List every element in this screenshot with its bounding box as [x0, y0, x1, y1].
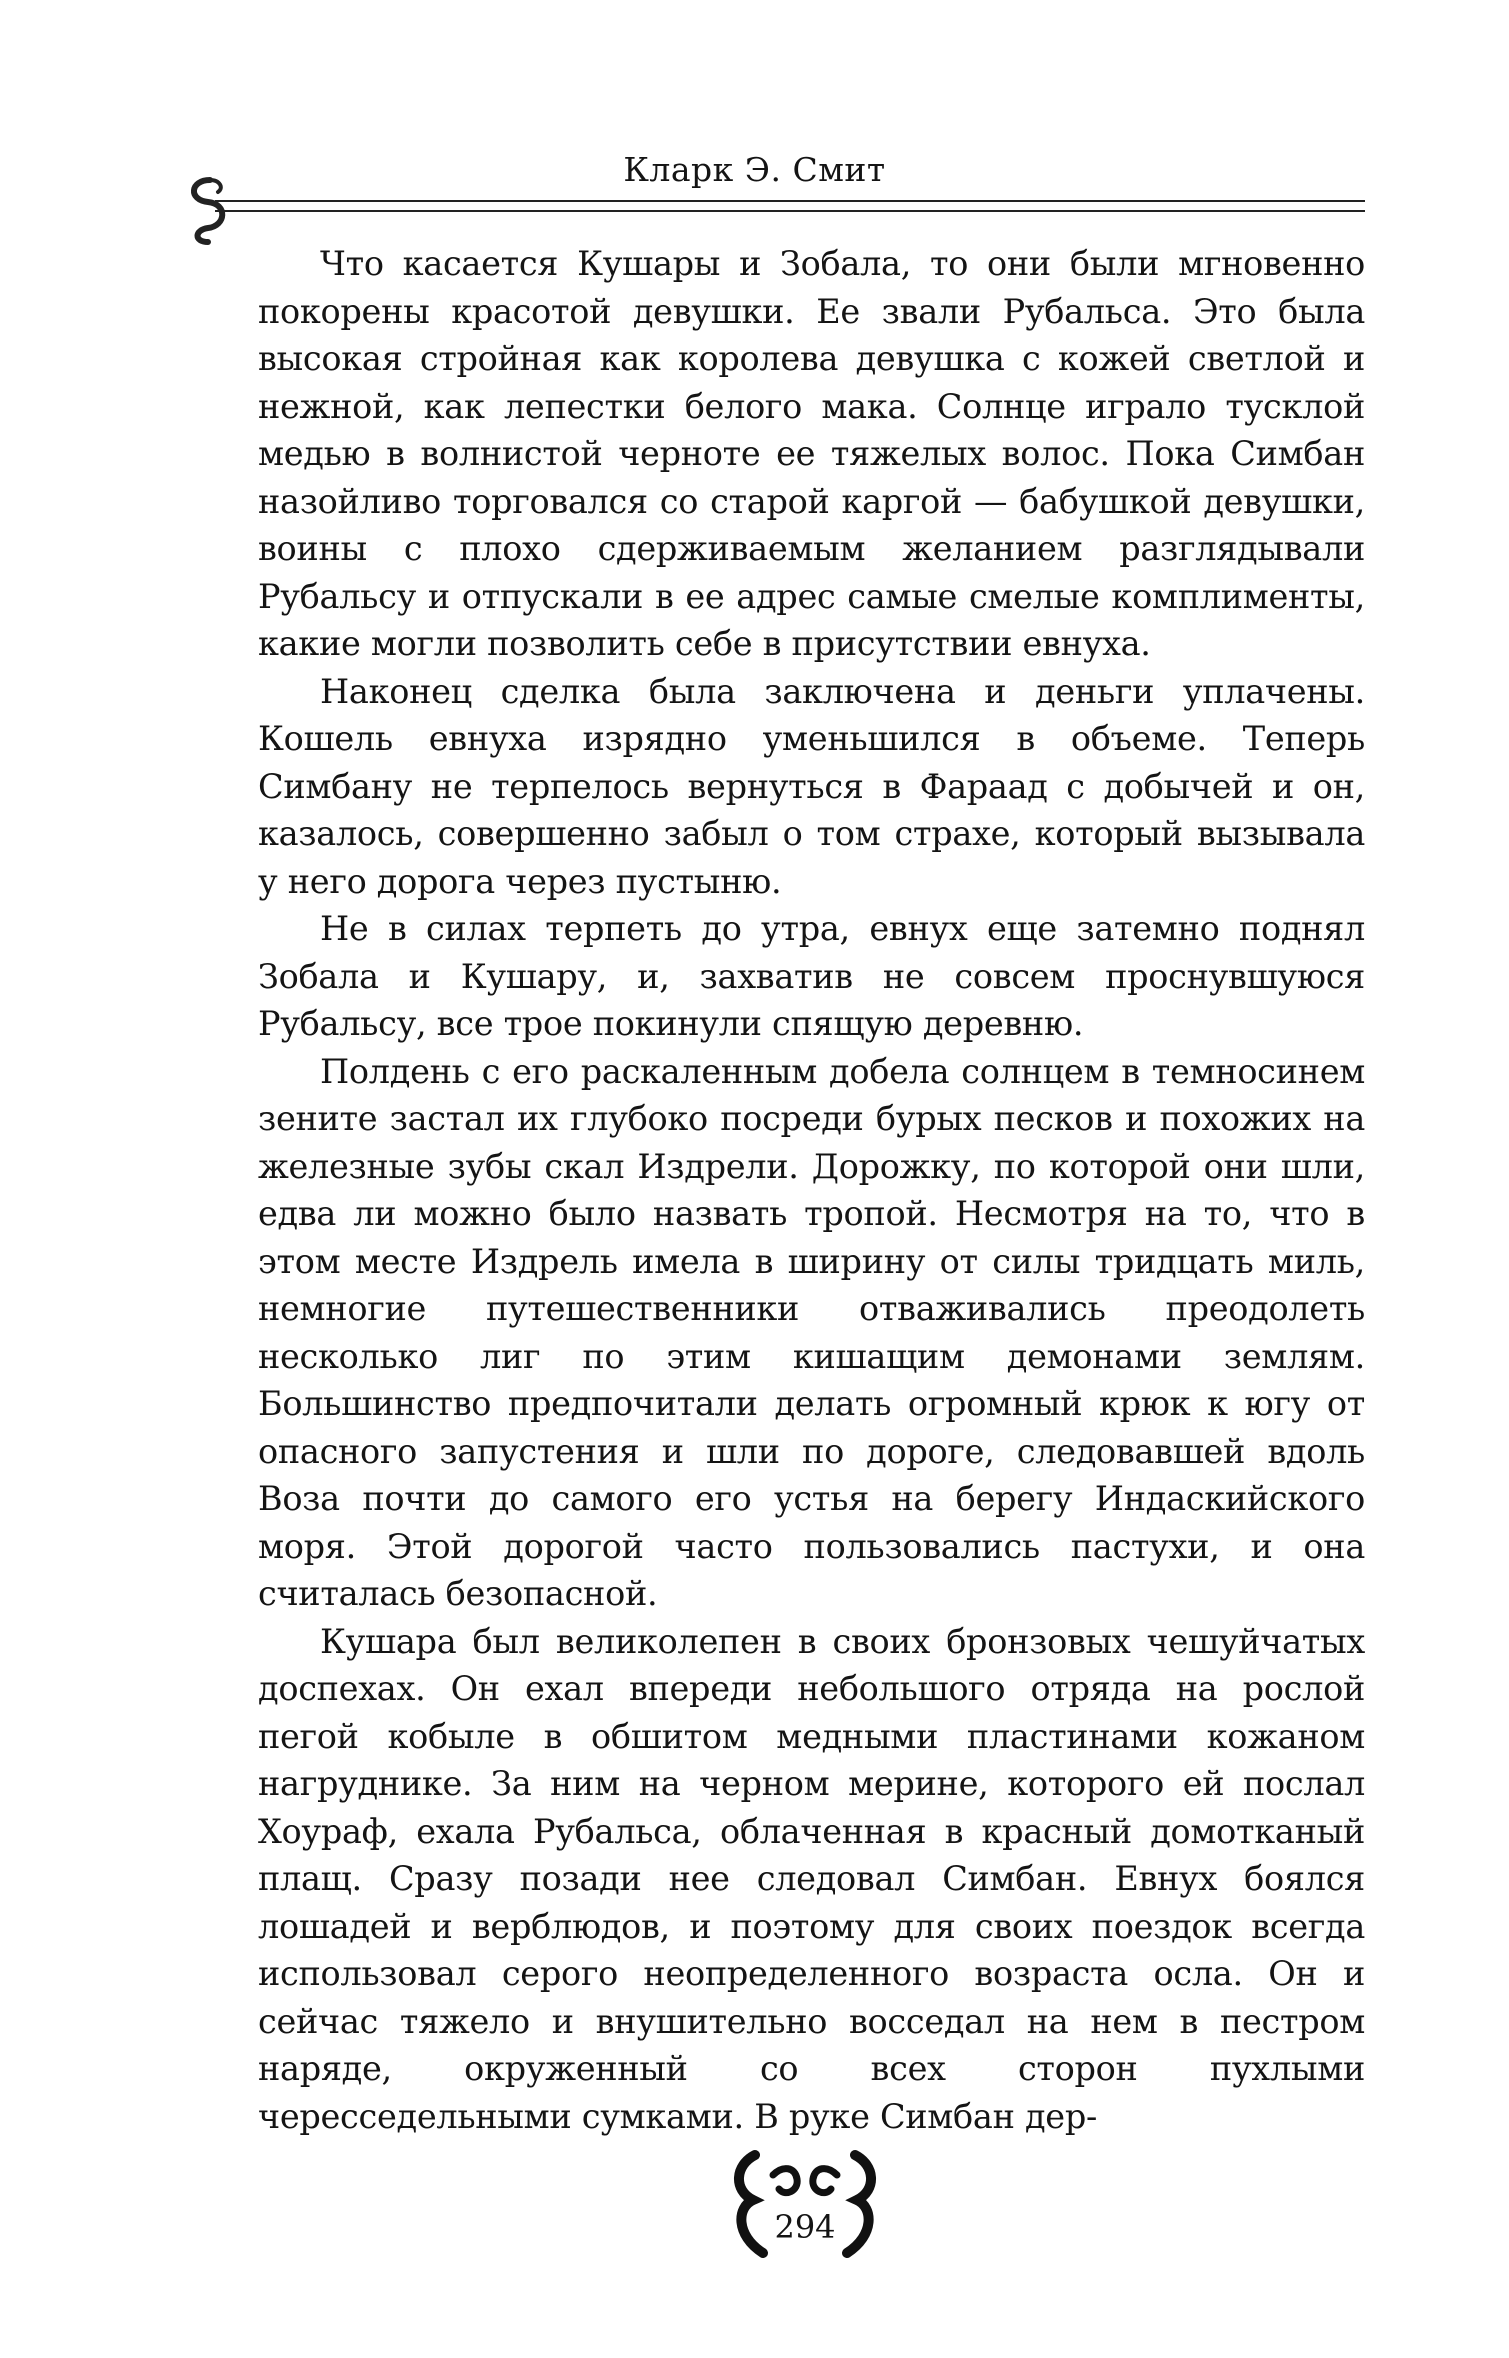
running-title: Кларк Э. Смит [623, 150, 886, 189]
paragraph: Кушара был великолепен в своих бронзовых чешуйчатых доспехах. Он ехал впереди небольшого отряда на рослой пегой кобыле в обшитом медными пластинами кожаном нагруднике. За ним на черном мерине, которого ей послал Хоураф, ехала Рубальса, облаченная в красный домотканый плащ. Сразу позади нее следовал Симбан. Евнух боялся лошадей и верблюдов, и поэтому для своих поездок всегда использовал серого неопределенного возраста осла. Он и сейчас тяжело и внушительно восседал на нем в пестром наряде, окруженный со всех сторон пухлыми чересседельными сумками. В руке Симбан дер- [258, 1621, 1365, 2136]
paragraph: Наконец сделка была заключена и деньги уплачены. Кошель евнуха изрядно уменьшился в объеме. Теперь Симбану не терпелось вернуться в Фараад с добычей и он, казалось, совершенно забыл о том страхе, который вызывала у него дорога через пустыню. [258, 671, 1365, 901]
paragraph: Что касается Кушары и Зобала, то они были мгновенно покорены красотой девушки. Ее звали Рубальса. Это была высокая стройная как королева девушка с кожей светлой и нежной, как лепестки белого мака. Солнце играло тусклой медью в волнистой черноте ее тяжелых волос. Пока Симбан назойливо торговался со старой каргой — бабушкой девушки, воины с плохо сдерживаемым желанием разглядывали Рубальсу и отпускали в ее адрес самые смелые комплименты, какие могли позволить себе в присутствии евнуха. [258, 244, 1365, 663]
body-text [258, 240, 1365, 2140]
paragraph: Не в силах терпеть до утра, евнух еще затемно поднял Зобала и Кушару, и, захватив не совсем проснувшуюся Рубальсу, все трое покинули спящую деревню. [258, 909, 1365, 1043]
paragraph: Полдень с его раскаленным добела солнцем в темносинем зените застал их глубоко посреди бурых песков и похожих на железные зубы скал Издрели. Дорожку, по которой они шли, едва ли можно было назвать тропой. Несмотря на то, что в этом месте Издрель имела в ширину от силы тридцать миль, немногие путешественники отваживались преодолеть несколько лиг по этим кишащим демонами землям. Большинство предпочитали делать огромный крюк к югу от опасного запустения и шли по дороге, следовавшей вдоль Воза почти до самого его устья на берегу Индаскийского моря. Этой дорогой часто пользовались пастухи, и она считалась безопасной. [258, 1051, 1365, 1613]
header-rule [215, 200, 1365, 212]
page-number: 294 [774, 2208, 836, 2246]
folio-ornament-icon [715, 2145, 895, 2265]
